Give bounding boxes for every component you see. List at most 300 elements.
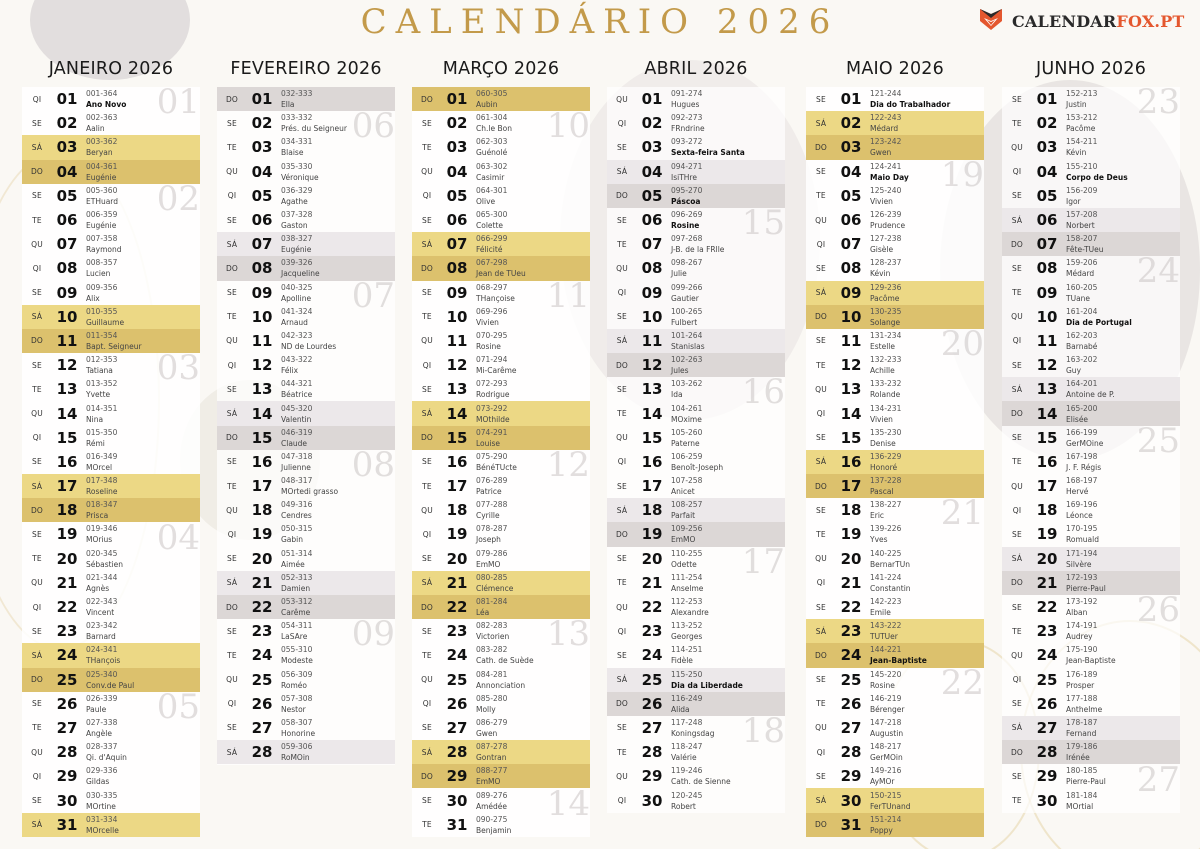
day-row[interactable]: [22, 619, 200, 643]
day-number: 24: [1036, 646, 1058, 665]
day-row[interactable]: [412, 668, 590, 692]
day-row[interactable]: [806, 353, 984, 377]
day-row[interactable]: [806, 87, 984, 111]
saint-name: Olive: [476, 196, 496, 206]
day-number: 23: [251, 622, 273, 641]
day-row[interactable]: [1002, 498, 1180, 522]
day-info: [476, 765, 507, 787]
day-row[interactable]: [22, 208, 200, 232]
day-row[interactable]: [22, 643, 200, 667]
day-row[interactable]: [1002, 547, 1180, 571]
day-row[interactable]: [22, 668, 200, 692]
day-row[interactable]: [22, 740, 200, 764]
day-number: 07: [446, 235, 468, 254]
day-row[interactable]: [412, 184, 590, 208]
day-info: [671, 112, 705, 134]
day-row[interactable]: [607, 788, 785, 812]
day-row[interactable]: [1002, 305, 1180, 329]
day-number: 27: [446, 718, 468, 737]
day-row[interactable]: [22, 571, 200, 595]
day-row[interactable]: [412, 232, 590, 256]
day-row[interactable]: [217, 716, 395, 740]
day-of-year-code: 138-227: [870, 500, 902, 510]
day-number: 01: [251, 90, 273, 109]
day-number: 23: [641, 622, 663, 641]
day-info: [671, 88, 702, 110]
day-row[interactable]: [412, 764, 590, 788]
day-info: [281, 596, 312, 618]
weekday-label: SÁ: [226, 409, 238, 419]
day-row[interactable]: [607, 135, 785, 159]
day-row[interactable]: [217, 160, 395, 184]
day-number: 01: [1036, 90, 1058, 109]
day-row[interactable]: [217, 87, 395, 111]
day-row[interactable]: [1002, 450, 1180, 474]
day-row[interactable]: [22, 450, 200, 474]
day-row[interactable]: [1002, 571, 1180, 595]
saint-name: Agathe: [281, 196, 308, 206]
day-row[interactable]: [806, 135, 984, 159]
saint-name: LaSAre: [281, 632, 308, 642]
day-row[interactable]: [1002, 692, 1180, 716]
day-row[interactable]: [217, 498, 395, 522]
saint-name: Eugénie: [86, 221, 117, 231]
brand-logo[interactable]: [978, 6, 1185, 36]
day-info: [476, 572, 513, 594]
day-row[interactable]: [806, 716, 984, 740]
day-row[interactable]: [806, 160, 984, 184]
day-row[interactable]: [607, 619, 785, 643]
day-row[interactable]: [607, 522, 785, 546]
day-row[interactable]: [22, 353, 200, 377]
week-number: 22: [940, 662, 984, 703]
day-row[interactable]: [217, 329, 395, 353]
day-row[interactable]: [607, 401, 785, 425]
day-of-year-code: 180-185: [1066, 766, 1098, 776]
day-row[interactable]: [1002, 87, 1180, 111]
day-row[interactable]: [217, 111, 395, 135]
day-row[interactable]: [607, 498, 785, 522]
day-row[interactable]: [217, 571, 395, 595]
weekday-label: DO: [225, 94, 239, 104]
day-info: [1066, 644, 1116, 666]
day-row[interactable]: [806, 401, 984, 425]
weekday-label: SÁ: [616, 336, 628, 346]
saint-name: EmMO: [671, 535, 696, 545]
day-row[interactable]: [22, 256, 200, 280]
day-row[interactable]: [217, 692, 395, 716]
day-row[interactable]: [22, 87, 200, 111]
day-row[interactable]: [217, 668, 395, 692]
saint-name: Pierre-Paul: [1066, 777, 1106, 787]
saint-name: Valentin: [281, 414, 312, 424]
day-row[interactable]: [806, 619, 984, 643]
day-of-year-code: 153-212: [1066, 113, 1098, 123]
weekday-label: SE: [617, 723, 627, 733]
day-number: 10: [446, 307, 468, 326]
day-row[interactable]: [217, 522, 395, 546]
day-row[interactable]: [412, 353, 590, 377]
day-row[interactable]: [806, 232, 984, 256]
day-of-year-code: 043-322: [281, 355, 313, 365]
weekday-label: SE: [32, 796, 42, 806]
day-row[interactable]: [217, 426, 395, 450]
day-row[interactable]: [1002, 764, 1180, 788]
day-info: [86, 88, 126, 110]
day-row[interactable]: [607, 764, 785, 788]
day-row[interactable]: [607, 643, 785, 667]
day-number: 07: [641, 235, 663, 254]
day-row[interactable]: [1002, 232, 1180, 256]
day-row[interactable]: [607, 208, 785, 232]
day-row[interactable]: [607, 329, 785, 353]
day-row[interactable]: [22, 498, 200, 522]
day-info: [1066, 233, 1104, 255]
day-row[interactable]: [412, 111, 590, 135]
day-row[interactable]: [412, 329, 590, 353]
day-of-year-code: 161-204: [1066, 306, 1098, 316]
day-row[interactable]: [22, 716, 200, 740]
day-number: 24: [641, 646, 663, 665]
day-row[interactable]: [806, 522, 984, 546]
day-row[interactable]: [806, 571, 984, 595]
weekday-label: SÁ: [31, 481, 43, 491]
day-row[interactable]: [22, 522, 200, 546]
day-row[interactable]: [217, 643, 395, 667]
day-row[interactable]: [607, 305, 785, 329]
day-row[interactable]: [22, 401, 200, 425]
day-row[interactable]: [806, 329, 984, 353]
saint-name: Félix: [281, 366, 299, 376]
day-row[interactable]: [1002, 668, 1180, 692]
day-info: [1066, 499, 1097, 521]
day-row[interactable]: [1002, 111, 1180, 135]
day-row[interactable]: [217, 184, 395, 208]
saint-name: Kévin: [1066, 148, 1087, 158]
day-row[interactable]: [412, 692, 590, 716]
day-info: [86, 209, 117, 231]
day-row[interactable]: [217, 256, 395, 280]
day-row[interactable]: [806, 256, 984, 280]
day-row[interactable]: [217, 474, 395, 498]
day-number: 18: [446, 501, 468, 520]
week-number: 23: [1136, 82, 1180, 122]
day-row[interactable]: [217, 619, 395, 643]
saint-name: Denise: [870, 438, 896, 448]
day-row[interactable]: [1002, 208, 1180, 232]
day-info: [870, 136, 901, 158]
day-info: [870, 161, 909, 183]
day-number: 13: [840, 380, 862, 399]
day-row[interactable]: [1002, 716, 1180, 740]
day-row[interactable]: [22, 426, 200, 450]
day-row[interactable]: [806, 740, 984, 764]
weekday-label: QI: [816, 409, 826, 419]
weekday-label: SE: [1012, 433, 1022, 443]
day-number: 21: [251, 573, 273, 592]
weekday-label: SE: [422, 215, 432, 225]
day-row[interactable]: [806, 813, 984, 837]
day-row[interactable]: [217, 595, 395, 619]
day-row[interactable]: [1002, 619, 1180, 643]
day-of-year-code: 101-264: [671, 330, 703, 340]
day-row[interactable]: [607, 740, 785, 764]
day-row[interactable]: [22, 184, 200, 208]
day-row[interactable]: [607, 87, 785, 111]
day-row[interactable]: [217, 740, 395, 764]
day-row[interactable]: [806, 281, 984, 305]
day-row[interactable]: [22, 160, 200, 184]
day-row[interactable]: [412, 450, 590, 474]
day-row[interactable]: [217, 135, 395, 159]
day-row[interactable]: [607, 281, 785, 305]
saint-name: MOrtial: [1066, 801, 1094, 811]
day-row[interactable]: [22, 281, 200, 305]
day-info: [476, 620, 509, 642]
day-of-year-code: 155-210: [1066, 161, 1098, 171]
day-row[interactable]: [806, 498, 984, 522]
day-row[interactable]: [1002, 377, 1180, 401]
day-row[interactable]: [22, 329, 200, 353]
weekday-label: DO: [615, 699, 629, 709]
day-row[interactable]: [1002, 329, 1180, 353]
day-number: 16: [840, 452, 862, 471]
day-row[interactable]: [1002, 401, 1180, 425]
day-row[interactable]: [412, 740, 590, 764]
day-number: 07: [1036, 235, 1058, 254]
day-row[interactable]: [412, 547, 590, 571]
day-number: 27: [1036, 718, 1058, 737]
day-row[interactable]: [806, 595, 984, 619]
day-row[interactable]: [806, 788, 984, 812]
day-row[interactable]: [412, 160, 590, 184]
day-of-year-code: 094-271: [671, 161, 703, 171]
day-row[interactable]: [217, 450, 395, 474]
day-row[interactable]: [607, 111, 785, 135]
day-row[interactable]: [412, 595, 590, 619]
weekday-label: QU: [1011, 312, 1023, 322]
day-number: 04: [840, 162, 862, 181]
day-row[interactable]: [412, 87, 590, 111]
day-row[interactable]: [217, 208, 395, 232]
saint-name: BénéTUcte: [476, 462, 517, 472]
day-info: [1066, 548, 1097, 570]
day-row[interactable]: [607, 547, 785, 571]
day-info: [671, 499, 702, 521]
day-of-year-code: 177-188: [1066, 693, 1098, 703]
day-row[interactable]: [22, 232, 200, 256]
day-row[interactable]: [412, 474, 590, 498]
day-of-year-code: 115-250: [671, 669, 703, 679]
weekday-label: QU: [421, 505, 433, 515]
day-row[interactable]: [1002, 353, 1180, 377]
day-number: 04: [641, 162, 663, 181]
day-row[interactable]: [217, 547, 395, 571]
day-row[interactable]: [607, 377, 785, 401]
day-of-year-code: 173-192: [1066, 597, 1098, 607]
day-of-year-code: 003-362: [86, 137, 118, 147]
day-of-year-code: 013-352: [86, 379, 118, 389]
day-row[interactable]: [22, 474, 200, 498]
day-row[interactable]: [806, 668, 984, 692]
day-number: 02: [1036, 114, 1058, 133]
day-row[interactable]: [607, 160, 785, 184]
day-number: 17: [1036, 477, 1058, 496]
day-number: 25: [446, 670, 468, 689]
day-row[interactable]: [22, 595, 200, 619]
day-row[interactable]: [412, 571, 590, 595]
day-row[interactable]: [22, 305, 200, 329]
day-row[interactable]: [607, 668, 785, 692]
day-number: 07: [251, 235, 273, 254]
day-row[interactable]: [22, 111, 200, 135]
week-number: 04: [156, 517, 200, 558]
day-row[interactable]: [1002, 522, 1180, 546]
weekday-label: QU: [1011, 650, 1023, 660]
day-row[interactable]: [412, 522, 590, 546]
day-row[interactable]: [217, 281, 395, 305]
day-of-year-code: 047-318: [281, 451, 313, 461]
day-row[interactable]: [22, 692, 200, 716]
day-of-year-code: 131-234: [870, 330, 902, 340]
day-row[interactable]: [806, 111, 984, 135]
day-row[interactable]: [806, 643, 984, 667]
day-row[interactable]: [607, 353, 785, 377]
day-row[interactable]: [412, 281, 590, 305]
saint-name: Rosine: [476, 341, 501, 351]
day-row[interactable]: [1002, 160, 1180, 184]
day-row[interactable]: [412, 135, 590, 159]
day-row[interactable]: [607, 692, 785, 716]
day-row[interactable]: [1002, 135, 1180, 159]
day-number: 11: [56, 331, 78, 350]
day-of-year-code: 144-221: [870, 645, 902, 655]
day-info: [870, 88, 950, 110]
saint-name: Igor: [1066, 196, 1081, 206]
day-row[interactable]: [806, 377, 984, 401]
day-row[interactable]: [806, 450, 984, 474]
day-row[interactable]: [22, 547, 200, 571]
day-row[interactable]: [1002, 256, 1180, 280]
day-row[interactable]: [806, 184, 984, 208]
day-number: 13: [251, 380, 273, 399]
day-row[interactable]: [1002, 426, 1180, 450]
day-info: [86, 330, 142, 352]
day-row[interactable]: [22, 377, 200, 401]
day-row[interactable]: [412, 377, 590, 401]
day-number: 21: [56, 573, 78, 592]
day-number: 08: [840, 259, 862, 278]
day-of-year-code: 178-187: [1066, 717, 1098, 727]
day-of-year-code: 067-298: [476, 258, 508, 268]
day-of-year-code: 001-364: [86, 89, 118, 99]
day-number: 17: [56, 477, 78, 496]
day-row[interactable]: [217, 377, 395, 401]
day-of-year-code: 007-358: [86, 234, 118, 244]
day-row[interactable]: [1002, 281, 1180, 305]
day-row[interactable]: [412, 305, 590, 329]
day-row[interactable]: [806, 305, 984, 329]
day-of-year-code: 024-341: [86, 645, 118, 655]
day-row[interactable]: [1002, 643, 1180, 667]
day-row[interactable]: [217, 305, 395, 329]
day-row[interactable]: [607, 232, 785, 256]
day-row[interactable]: [22, 788, 200, 812]
day-row[interactable]: [412, 401, 590, 425]
day-row[interactable]: [607, 716, 785, 740]
day-row[interactable]: [806, 692, 984, 716]
day-row[interactable]: [412, 643, 590, 667]
day-row[interactable]: [607, 595, 785, 619]
day-row[interactable]: [412, 426, 590, 450]
day-row[interactable]: [412, 813, 590, 837]
weekday-label: DO: [814, 142, 828, 152]
weekday-label: TE: [816, 699, 826, 709]
saint-name: Norbert: [1066, 221, 1095, 231]
day-number: 26: [56, 694, 78, 713]
day-row[interactable]: [1002, 788, 1180, 812]
day-of-year-code: 023-342: [86, 621, 118, 631]
day-of-year-code: 051-314: [281, 548, 313, 558]
day-row[interactable]: [22, 813, 200, 837]
day-row[interactable]: [607, 474, 785, 498]
day-of-year-code: 176-189: [1066, 669, 1098, 679]
day-row[interactable]: [217, 401, 395, 425]
day-row[interactable]: [607, 426, 785, 450]
day-row[interactable]: [22, 135, 200, 159]
brand-name: CALENDARFOX.PT: [1012, 11, 1185, 31]
day-row[interactable]: [806, 208, 984, 232]
day-row[interactable]: [607, 256, 785, 280]
day-row[interactable]: [412, 619, 590, 643]
day-info: [476, 161, 507, 183]
day-row[interactable]: [806, 764, 984, 788]
day-row[interactable]: [412, 498, 590, 522]
saint-name: Guénolé: [476, 148, 508, 158]
day-row[interactable]: [22, 764, 200, 788]
weekday-label: TE: [422, 481, 432, 491]
saint-name: GerMOin: [870, 753, 903, 763]
weekday-label: QI: [227, 699, 237, 709]
day-row[interactable]: [412, 256, 590, 280]
day-row[interactable]: [806, 426, 984, 450]
weekday-label: SE: [816, 433, 826, 443]
weekday-label: SE: [617, 384, 627, 394]
day-row[interactable]: [1002, 740, 1180, 764]
day-number: 17: [446, 477, 468, 496]
day-info: [671, 523, 702, 545]
day-row[interactable]: [412, 208, 590, 232]
day-row[interactable]: [607, 450, 785, 474]
day-row[interactable]: [1002, 474, 1180, 498]
day-of-year-code: 076-289: [476, 476, 508, 486]
day-row[interactable]: [1002, 595, 1180, 619]
day-row[interactable]: [806, 474, 984, 498]
week-number: 05: [156, 687, 200, 727]
day-row[interactable]: [412, 788, 590, 812]
day-row[interactable]: [217, 232, 395, 256]
day-number: 28: [641, 743, 663, 762]
day-row[interactable]: [607, 571, 785, 595]
day-row[interactable]: [607, 184, 785, 208]
saint-name: Gildas: [86, 777, 110, 787]
day-row[interactable]: [806, 547, 984, 571]
day-row[interactable]: [1002, 184, 1180, 208]
day-row[interactable]: [217, 353, 395, 377]
day-info: [671, 669, 743, 691]
day-row[interactable]: [412, 716, 590, 740]
day-info: [870, 209, 905, 231]
